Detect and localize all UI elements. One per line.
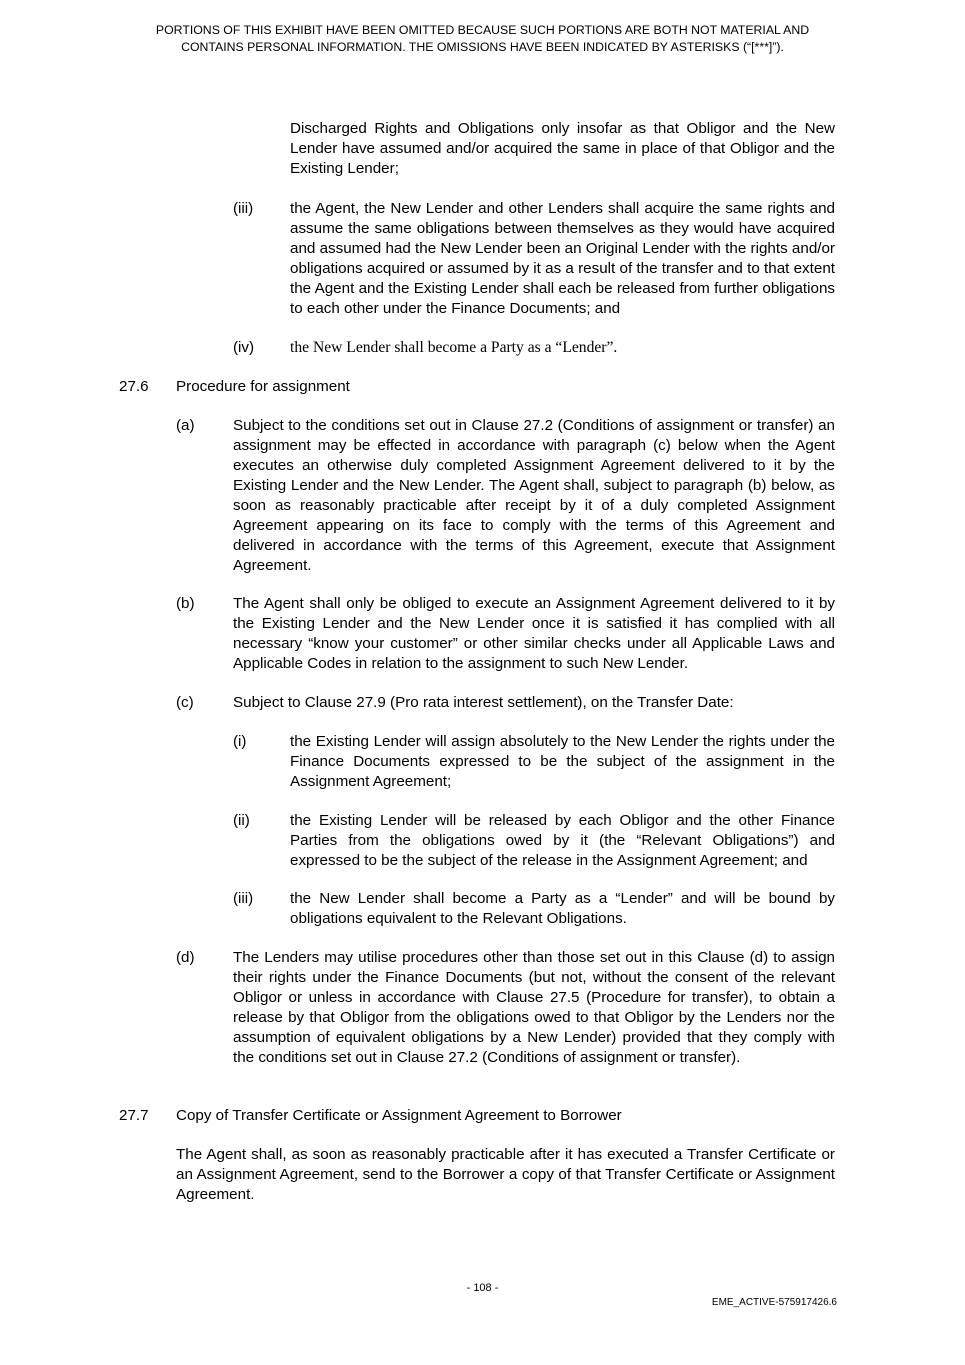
item-text-iv: the New Lender shall become a Party as a “Lender”. — [290, 339, 618, 356]
sub-item-label-i: (i) — [233, 733, 247, 750]
item-label-iii: (iii) — [233, 200, 254, 217]
paragraph-text-c: Subject to Clause 27.9 (Pro rata interest settlement), on the Transfer Date: — [233, 694, 734, 711]
page-number: - 108 - — [466, 1282, 499, 1294]
paragraph-text-d: The Lenders may utilise procedures other than those set out in this Clause (d) to assign their rights under the Finance Documents (but not, without the consent of the relevant Obligor or unless in accordance with Clause 27.5 (Procedure for transfer), to obtain a release by that Obligor from the obligations owed to that Obligor by the Lenders nor the assumption of equivalent obligations by a New Lender) provided that they comply with the conditions set out in Clause 27.2 (Conditions of assignment or transfer). — [233, 949, 835, 1066]
section-number-27-7: 27.7 — [119, 1107, 149, 1124]
document-reference: EME_ACTIVE-575917426.6 — [711, 1297, 837, 1308]
section-title-27-7: Copy of Transfer Certificate or Assignment Agreement to Borrower — [176, 1107, 622, 1124]
sub-item-text-i: the Existing Lender will assign absolutely to the New Lender the rights under the Finance Documents expressed to be the subject of the assignment in the Assignment Agreement; — [290, 733, 835, 790]
paragraph-label-c: (c) — [176, 694, 194, 711]
redaction-notice-line-1: PORTIONS OF THIS EXHIBIT HAVE BEEN OMITTED BECAUSE SUCH PORTIONS ARE BOTH NOT MATERIAL AND — [155, 23, 810, 37]
sub-item-label-iii: (iii) — [233, 890, 254, 907]
sub-item-text-ii: the Existing Lender will be released by each Obligor and the other Finance Parties from the obligations owed by it (the “Relevant Obligations”) and expressed to be the subject of the release in the Assignment Agreement; and — [290, 812, 835, 869]
paragraph-label-a: (a) — [176, 417, 195, 434]
section-title-27-6: Procedure for assignment — [176, 378, 350, 395]
sub-item-label-ii: (ii) — [233, 812, 250, 829]
paragraph-text-a: Subject to the conditions set out in Clause 27.2 (Conditions of assignment or transfer) an assignment may be effected in accordance with paragraph (c) below when the Agent executes an otherwise duly completed Assignment Agreement delivered to it by the Existing Lender and the New Lender. The Agent shall, subject to paragraph (b) below, as soon as reasonably practicable after receipt by it of a duly completed Assignment Agreement appearing on its face to comply with the terms of this Agreement and delivered in accordance with the terms of this Agreement, execute that Assignment Agreement. — [233, 417, 835, 574]
section-text-27-7: The Agent shall, as soon as reasonably practicable after it has executed a Transfer Certificate or an Assignment Agreement, send to the Borrower a copy of that Transfer Certificate or Assignment Agreement. — [176, 1146, 835, 1203]
item-label-iv: (iv) — [233, 339, 255, 356]
redaction-notice-line-2: CONTAINS PERSONAL INFORMATION. THE OMISSIONS HAVE BEEN INDICATED BY ASTERISKS (“[***]”). — [181, 40, 784, 54]
paragraph-label-b: (b) — [176, 595, 195, 612]
sub-item-text-iii: the New Lender shall become a Party as a “Lender” and will be bound by obligations equivalent to the Relevant Obligations. — [290, 890, 835, 927]
item-text-iii: the Agent, the New Lender and other Lenders shall acquire the same rights and assume the same obligations between themselves as they would have acquired and assumed had the New Lender been an Original Lender with the rights and/or obligations acquired or assumed by it as a result of the transfer and to that extent the Agent and the Existing Lender shall each be released from further obligations to each other under the Finance Documents; and — [290, 200, 835, 317]
continuation-paragraph: Discharged Rights and Obligations only insofar as that Obligor and the New Lender have assumed and/or acquired the same in place of that Obligor and the Existing Lender; — [290, 120, 835, 177]
paragraph-label-d: (d) — [176, 949, 195, 966]
redaction-notice — [110, 22, 855, 56]
paragraph-text-b: The Agent shall only be obliged to execute an Assignment Agreement delivered to it by the Existing Lender and the New Lender once it is satisfied it has complied with all necessary “know your customer” or other similar checks under all Applicable Laws and Applicable Codes in relation to the assignment to such New Lender. — [233, 595, 835, 672]
section-number-27-6: 27.6 — [119, 378, 149, 395]
